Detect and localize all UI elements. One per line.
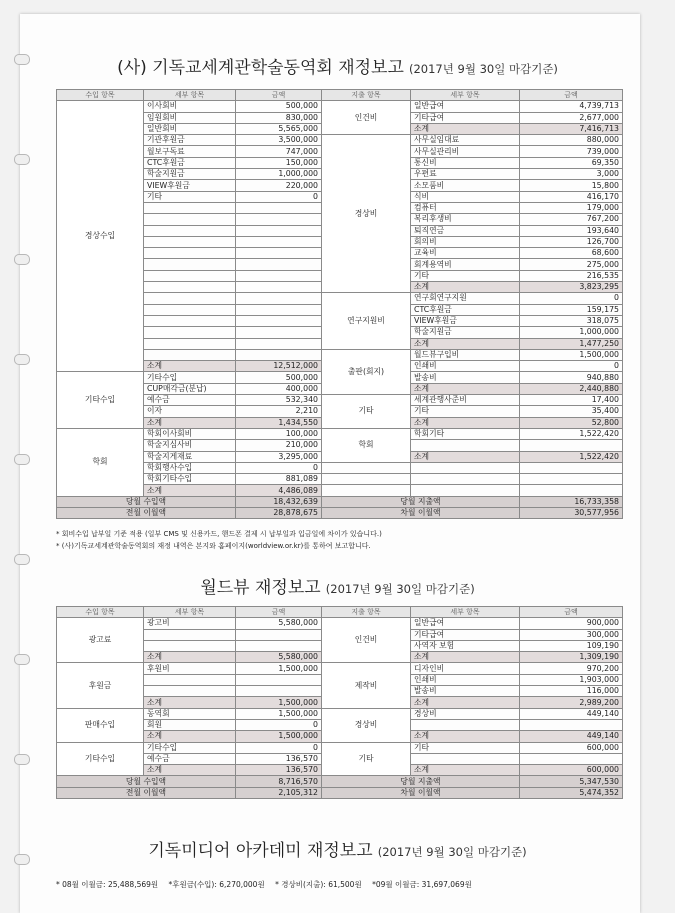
binder-ring: [14, 454, 30, 465]
income-subtotal-amount: 12,512,000: [236, 361, 322, 372]
total-label-right: 차월 이월액: [322, 507, 520, 518]
expense-detail-item: 사무실관리비: [411, 146, 520, 157]
income-detail-item: 기타: [144, 191, 236, 202]
blank-cell: [144, 202, 236, 213]
blank-cell: [411, 719, 520, 730]
header-income-amount: 금액: [236, 607, 322, 618]
expense-detail-amount: 970,200: [520, 663, 623, 674]
table-row: [57, 101, 623, 112]
header-income-category: 수입 항목: [57, 607, 144, 618]
table-row: [57, 742, 623, 753]
expense-detail-amount: 17,400: [520, 395, 623, 406]
blank-cell: [144, 248, 236, 259]
total-value-left: 28,878,675: [236, 507, 322, 518]
expense-subtotal-label: 소계: [411, 383, 520, 394]
income-subtotal-amount: 1,434,550: [236, 417, 322, 428]
blank-cell: [236, 236, 322, 247]
blank-cell: [236, 686, 322, 697]
income-detail-item: 월보구독료: [144, 146, 236, 157]
income-detail-item: VIEW후원금: [144, 180, 236, 191]
empty-cell: [322, 462, 411, 473]
total-label-left: 전월 이월액: [57, 507, 236, 518]
expense-subtotal-label: 소계: [411, 652, 520, 663]
expense-detail-amount: 68,600: [520, 248, 623, 259]
expense-subtotal-amount: 600,000: [520, 765, 623, 776]
expense-subtotal-amount: 3,823,295: [520, 282, 623, 293]
expense-category-label: 기타: [322, 742, 411, 776]
header-income-detail: 세부 항목: [144, 607, 236, 618]
blank-cell: [236, 327, 322, 338]
income-detail-item: 학회행사수입: [144, 462, 236, 473]
blank-cell: [520, 440, 623, 451]
expense-subtotal-label: 소계: [411, 731, 520, 742]
expense-detail-item: 회의비: [411, 236, 520, 247]
expense-detail-item: 일반급여: [411, 618, 520, 629]
income-subtotal-amount: 1,500,000: [236, 697, 322, 708]
expense-detail-item: VIEW후원금: [411, 315, 520, 326]
expense-detail-item: 기타: [411, 742, 520, 753]
blank-cell: [144, 270, 236, 281]
income-detail-amount: 0: [236, 462, 322, 473]
report-title-1-main: (사) 기독교세계관학술동역회 재정보고: [117, 58, 404, 78]
income-detail-amount: 881,089: [236, 474, 322, 485]
header-expense-detail: 세부 항목: [411, 90, 520, 101]
expense-detail-item: 기타: [411, 406, 520, 417]
expense-detail-amount: 109,190: [520, 640, 623, 651]
income-detail-item: CTC후원금: [144, 157, 236, 168]
report-title-3-sub: (2017년 9월 30일 마감기준): [377, 845, 527, 859]
expense-detail-amount: 300,000: [520, 629, 623, 640]
expense-detail-amount: 1,903,000: [520, 674, 623, 685]
expense-detail-item: 기타급여: [411, 112, 520, 123]
blank-cell: [236, 259, 322, 270]
blank-cell: [236, 214, 322, 225]
income-category-label: 판매수입: [57, 708, 144, 742]
total-value-left: 18,432,639: [236, 496, 322, 507]
expense-detail-amount: 940,880: [520, 372, 623, 383]
expense-detail-item: 통신비: [411, 157, 520, 168]
expense-detail-amount: 1,500,000: [520, 349, 623, 360]
blank-cell: [144, 686, 236, 697]
binder-ring: [14, 754, 30, 765]
income-subtotal-amount: 5,580,000: [236, 652, 322, 663]
income-detail-item: 기타수입: [144, 372, 236, 383]
total-label-right: 당월 지출액: [322, 496, 520, 507]
expense-detail-item: 사무실임대료: [411, 135, 520, 146]
expense-subtotal-amount: 1,522,420: [520, 451, 623, 462]
expense-detail-item: 우편료: [411, 169, 520, 180]
income-detail-amount: 0: [236, 742, 322, 753]
blank-cell: [144, 327, 236, 338]
expense-detail-amount: 739,000: [520, 146, 623, 157]
income-detail-amount: 0: [236, 191, 322, 202]
totals-row: [57, 776, 623, 787]
summary-prev-balance: * 08월 이월금: 25,488,569원: [56, 880, 159, 889]
total-label-left: 당월 수입액: [57, 496, 236, 507]
empty-cell: [520, 462, 623, 473]
income-detail-amount: 220,000: [236, 180, 322, 191]
blank-cell: [144, 674, 236, 685]
blank-cell: [144, 304, 236, 315]
expense-detail-amount: 15,800: [520, 180, 623, 191]
income-detail-amount: 830,000: [236, 112, 322, 123]
expense-category-label: 학회: [322, 428, 411, 462]
income-detail-item: 회원: [144, 719, 236, 730]
summary-expense: * 경상비(지출): 61,500원: [275, 880, 362, 889]
blank-cell: [411, 440, 520, 451]
income-detail-amount: 2,210: [236, 406, 322, 417]
totals-row: [57, 507, 623, 518]
income-detail-item: 학술지게재료: [144, 451, 236, 462]
expense-subtotal-amount: 2,989,200: [520, 697, 623, 708]
note-1: * 회비수입 납부일 기준 적용 (일부 CMS 및 신용카드, 핸드폰 결제 시 납부일과 입금일에 차이가 있습니다.): [56, 530, 382, 538]
expense-detail-amount: 4,739,713: [520, 101, 623, 112]
expense-subtotal-amount: 1,309,190: [520, 652, 623, 663]
report-title-3-main: 기독미디어 아카데미 재정보고: [148, 841, 373, 861]
expense-detail-item: 회계용역비: [411, 259, 520, 270]
expense-detail-item: 기타급여: [411, 629, 520, 640]
header-income-category: 수입 항목: [57, 90, 144, 101]
income-detail-item: 학회기타수입: [144, 474, 236, 485]
expense-detail-item: 세계관행사준비: [411, 395, 520, 406]
blank-cell: [236, 349, 322, 360]
header-income-amount: 금액: [236, 90, 322, 101]
empty-cell: [520, 474, 623, 485]
total-label-right: 차월 이월액: [322, 787, 520, 798]
income-detail-item: 이사회비: [144, 101, 236, 112]
expense-subtotal-label: 소계: [411, 282, 520, 293]
blank-cell: [144, 259, 236, 270]
summary-donation: *후원금(수입): 6,270,000원: [168, 880, 265, 889]
income-subtotal-label: 소계: [144, 485, 236, 496]
total-label-left: 당월 수입액: [57, 776, 236, 787]
blank-cell: [236, 270, 322, 281]
income-detail-amount: 100,000: [236, 428, 322, 439]
income-detail-amount: 400,000: [236, 383, 322, 394]
summary-next-balance: *09월 이월금: 31,697,069원: [372, 880, 472, 889]
header-expense-category: 지출 항목: [322, 90, 411, 101]
header-expense-category: 지출 항목: [322, 607, 411, 618]
header-expense-amount: 금액: [520, 90, 623, 101]
expense-detail-item: 월드뷰구입비: [411, 349, 520, 360]
income-category-label: 경상수입: [57, 101, 144, 372]
finance-table-2: [56, 606, 623, 799]
income-category-label: 기타수입: [57, 742, 144, 776]
expense-detail-item: 사역자 보험: [411, 640, 520, 651]
blank-cell: [236, 338, 322, 349]
expense-detail-amount: 767,200: [520, 214, 623, 225]
expense-detail-amount: 880,000: [520, 135, 623, 146]
income-category-label: 학회: [57, 428, 144, 496]
expense-detail-item: 일반급여: [411, 101, 520, 112]
expense-detail-item: 디자인비: [411, 663, 520, 674]
report-title-1: [0, 53, 675, 78]
blank-cell: [144, 214, 236, 225]
income-detail-amount: 5,565,000: [236, 123, 322, 134]
expense-detail-amount: 0: [520, 293, 623, 304]
income-subtotal-label: 소계: [144, 652, 236, 663]
totals-row: [57, 787, 623, 798]
expense-detail-item: 발송비: [411, 686, 520, 697]
total-label-left: 전월 이월액: [57, 787, 236, 798]
expense-detail-item: 발송비: [411, 372, 520, 383]
expense-detail-item: 식비: [411, 191, 520, 202]
expense-subtotal-amount: 52,800: [520, 417, 623, 428]
binder-ring: [14, 654, 30, 665]
blank-cell: [236, 248, 322, 259]
expense-detail-amount: 0: [520, 361, 623, 372]
blank-cell: [144, 225, 236, 236]
expense-detail-amount: 159,175: [520, 304, 623, 315]
expense-detail-amount: 69,350: [520, 157, 623, 168]
income-detail-amount: 5,580,000: [236, 618, 322, 629]
expense-category-label: 인건비: [322, 618, 411, 663]
blank-cell: [236, 225, 322, 236]
expense-category-label: 인건비: [322, 101, 411, 135]
income-detail-item: 이자: [144, 406, 236, 417]
blank-cell: [520, 719, 623, 730]
expense-subtotal-amount: 449,140: [520, 731, 623, 742]
income-detail-amount: 500,000: [236, 372, 322, 383]
total-value-right: 16,733,358: [520, 496, 623, 507]
expense-detail-item: 교육비: [411, 248, 520, 259]
table-row: [57, 708, 623, 719]
expense-detail-amount: 416,170: [520, 191, 623, 202]
blank-cell: [144, 282, 236, 293]
expense-subtotal-amount: 1,477,250: [520, 338, 623, 349]
header-income-detail: 세부 항목: [144, 90, 236, 101]
blank-cell: [144, 629, 236, 640]
expense-subtotal-label: 소계: [411, 765, 520, 776]
binder-ring: [14, 154, 30, 165]
income-subtotal-amount: 4,486,089: [236, 485, 322, 496]
expense-detail-amount: 275,000: [520, 259, 623, 270]
expense-detail-amount: 1,522,420: [520, 428, 623, 439]
expense-category-label: 출판(회지): [322, 349, 411, 394]
report-title-3: [0, 836, 675, 861]
income-detail-item: 기관후원금: [144, 135, 236, 146]
empty-cell: [411, 485, 520, 496]
income-subtotal-amount: 136,570: [236, 765, 322, 776]
totals-row: [57, 496, 623, 507]
total-value-left: 8,716,570: [236, 776, 322, 787]
blank-cell: [144, 236, 236, 247]
expense-detail-amount: 2,677,000: [520, 112, 623, 123]
blank-cell: [520, 753, 623, 764]
report-title-1-sub: (2017년 9월 30일 마감기준): [409, 62, 558, 76]
blank-cell: [144, 293, 236, 304]
blank-cell: [144, 315, 236, 326]
total-value-left: 2,105,312: [236, 787, 322, 798]
blank-cell: [236, 640, 322, 651]
header-expense-detail: 세부 항목: [411, 607, 520, 618]
income-detail-item: 임원회비: [144, 112, 236, 123]
income-detail-amount: 1,500,000: [236, 708, 322, 719]
academy-summary: [56, 879, 480, 890]
binder-ring: [14, 354, 30, 365]
income-detail-item: 광고비: [144, 618, 236, 629]
expense-subtotal-amount: 2,440,880: [520, 383, 623, 394]
income-category-label: 광고료: [57, 618, 144, 663]
income-subtotal-label: 소계: [144, 731, 236, 742]
blank-cell: [144, 349, 236, 360]
report-title-2: [0, 573, 675, 598]
expense-detail-amount: 318,075: [520, 315, 623, 326]
expense-detail-item: 학회기타: [411, 428, 520, 439]
expense-detail-item: 연구회연구지원: [411, 293, 520, 304]
expense-subtotal-amount: 7,416,713: [520, 123, 623, 134]
income-category-label: 기타수입: [57, 372, 144, 428]
income-detail-item: 학술지원금: [144, 169, 236, 180]
income-detail-amount: 1,500,000: [236, 663, 322, 674]
blank-cell: [411, 753, 520, 764]
income-detail-item: 일반회비: [144, 123, 236, 134]
expense-detail-item: 소모품비: [411, 180, 520, 191]
income-detail-amount: 3,500,000: [236, 135, 322, 146]
blank-cell: [236, 315, 322, 326]
expense-subtotal-label: 소계: [411, 417, 520, 428]
income-detail-item: 예수금: [144, 753, 236, 764]
empty-cell: [411, 462, 520, 473]
income-detail-item: 후원비: [144, 663, 236, 674]
expense-category-label: 경상비: [322, 135, 411, 293]
expense-subtotal-label: 소계: [411, 123, 520, 134]
income-detail-amount: 747,000: [236, 146, 322, 157]
expense-detail-amount: 116,000: [520, 686, 623, 697]
empty-cell: [322, 485, 411, 496]
expense-detail-amount: 193,640: [520, 225, 623, 236]
header-expense-amount: 금액: [520, 607, 623, 618]
expense-detail-item: 퇴직연금: [411, 225, 520, 236]
income-detail-amount: 150,000: [236, 157, 322, 168]
expense-detail-item: CTC후원금: [411, 304, 520, 315]
expense-detail-item: 학술지원금: [411, 327, 520, 338]
expense-detail-amount: 216,535: [520, 270, 623, 281]
total-value-right: 5,474,352: [520, 787, 623, 798]
report-title-2-main: 월드뷰 재정보고: [200, 578, 321, 598]
blank-cell: [236, 304, 322, 315]
income-subtotal-label: 소계: [144, 765, 236, 776]
blank-cell: [144, 338, 236, 349]
income-detail-amount: 136,570: [236, 753, 322, 764]
expense-category-label: 경상비: [322, 708, 411, 742]
expense-detail-amount: 35,400: [520, 406, 623, 417]
blank-cell: [144, 640, 236, 651]
income-detail-item: 동역회: [144, 708, 236, 719]
empty-cell: [322, 474, 411, 485]
table-row: [57, 428, 623, 439]
table-row: [57, 663, 623, 674]
expense-detail-item: 인쇄비: [411, 674, 520, 685]
expense-subtotal-label: 소계: [411, 451, 520, 462]
expense-subtotal-label: 소계: [411, 697, 520, 708]
note-2: * (사)기독교세계관학술동역회의 재정 내역은 본지와 홈페이지(worldview.or.kr)를 통하여 보고합니다.: [56, 542, 371, 550]
report-title-2-sub: (2017년 9월 30일 마감기준): [325, 582, 475, 596]
expense-detail-item: 기타: [411, 270, 520, 281]
income-detail-item: 기타수입: [144, 742, 236, 753]
expense-subtotal-label: 소계: [411, 338, 520, 349]
empty-cell: [411, 474, 520, 485]
expense-category-label: 연구지원비: [322, 293, 411, 349]
total-value-right: 5,347,530: [520, 776, 623, 787]
total-label-right: 당월 지출액: [322, 776, 520, 787]
expense-category-label: 제작비: [322, 663, 411, 708]
total-value-right: 30,577,956: [520, 507, 623, 518]
expense-detail-amount: 179,000: [520, 202, 623, 213]
expense-detail-amount: 449,140: [520, 708, 623, 719]
expense-detail-amount: 126,700: [520, 236, 623, 247]
expense-detail-amount: 600,000: [520, 742, 623, 753]
income-category-label: 후원금: [57, 663, 144, 708]
expense-detail-item: 복리후생비: [411, 214, 520, 225]
income-detail-amount: 1,000,000: [236, 169, 322, 180]
blank-cell: [236, 674, 322, 685]
income-detail-amount: 500,000: [236, 101, 322, 112]
income-subtotal-label: 소계: [144, 361, 236, 372]
finance-table-1: [56, 89, 623, 519]
table-row: [57, 618, 623, 629]
income-detail-amount: 532,340: [236, 395, 322, 406]
expense-detail-item: 인쇄비: [411, 361, 520, 372]
expense-category-label: 기타: [322, 395, 411, 429]
expense-detail-amount: 900,000: [520, 618, 623, 629]
binder-ring: [14, 254, 30, 265]
income-detail-item: 학회이사회비: [144, 428, 236, 439]
income-detail-amount: 0: [236, 719, 322, 730]
income-detail-item: CUP매각금(분납): [144, 383, 236, 394]
empty-cell: [520, 485, 623, 496]
expense-detail-item: 컴퓨터: [411, 202, 520, 213]
expense-detail-amount: 3,000: [520, 169, 623, 180]
binder-ring: [14, 554, 30, 565]
blank-cell: [236, 282, 322, 293]
income-detail-amount: 3,295,000: [236, 451, 322, 462]
blank-cell: [236, 202, 322, 213]
income-detail-amount: 210,000: [236, 440, 322, 451]
income-subtotal-label: 소계: [144, 417, 236, 428]
income-detail-item: 학술지심사비: [144, 440, 236, 451]
income-detail-item: 예수금: [144, 395, 236, 406]
blank-cell: [236, 629, 322, 640]
expense-detail-item: 경상비: [411, 708, 520, 719]
expense-detail-amount: 1,000,000: [520, 327, 623, 338]
income-subtotal-amount: 1,500,000: [236, 731, 322, 742]
income-subtotal-label: 소계: [144, 697, 236, 708]
blank-cell: [236, 293, 322, 304]
